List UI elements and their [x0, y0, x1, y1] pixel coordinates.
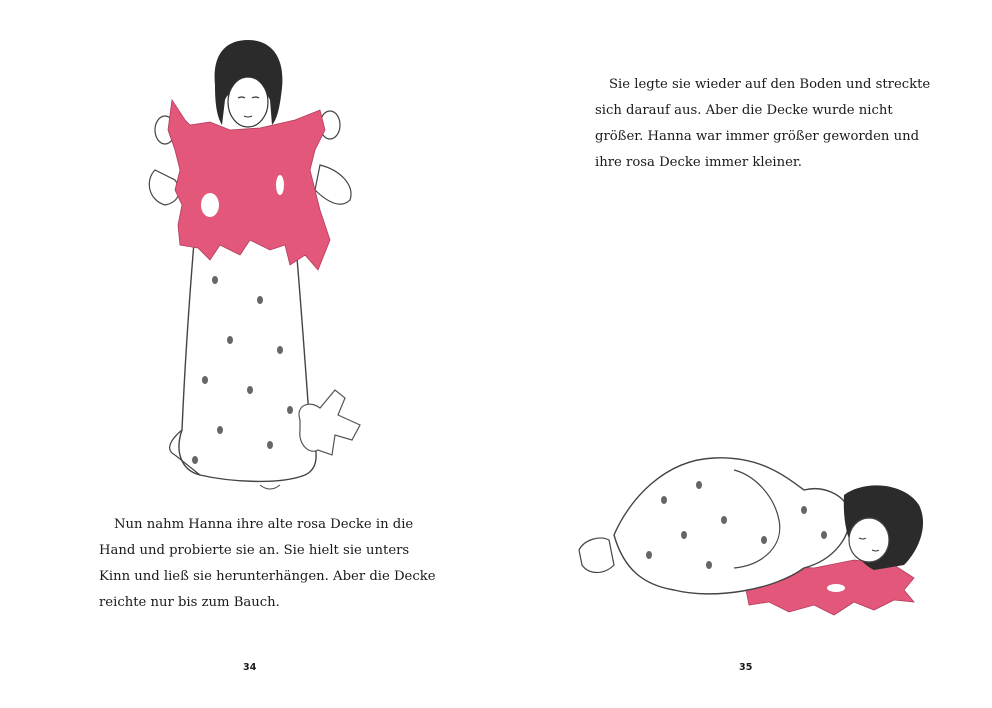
text-line: Kinn und ließ sie herunterhängen. Aber die Decke	[99, 569, 436, 584]
text-line: größer. Hanna war immer größer geworden und	[595, 129, 920, 144]
text-line: Nun nahm Hanna ihre alte rosa Decke in die	[114, 517, 414, 532]
text-line: Sie legte sie wieder auf den Boden und streckte	[609, 77, 931, 92]
page-number-left: 34	[243, 662, 257, 673]
girl-lying-on-pink-blanket-illustration	[574, 440, 954, 630]
girl-holding-pink-blanket-illustration	[120, 30, 380, 500]
right-page	[496, 0, 992, 708]
left-page-paragraph	[99, 512, 436, 616]
text-line: Hand und probierte sie an. Sie hielt sie unters	[99, 543, 410, 558]
page-number-right: 35	[739, 662, 753, 673]
text-line: ihre rosa Decke immer kleiner.	[595, 155, 802, 170]
text-line: sich darauf aus. Aber die Decke wurde nicht	[595, 103, 893, 118]
right-page-paragraph	[595, 72, 930, 176]
text-line: reichte nur bis zum Bauch.	[99, 595, 280, 610]
